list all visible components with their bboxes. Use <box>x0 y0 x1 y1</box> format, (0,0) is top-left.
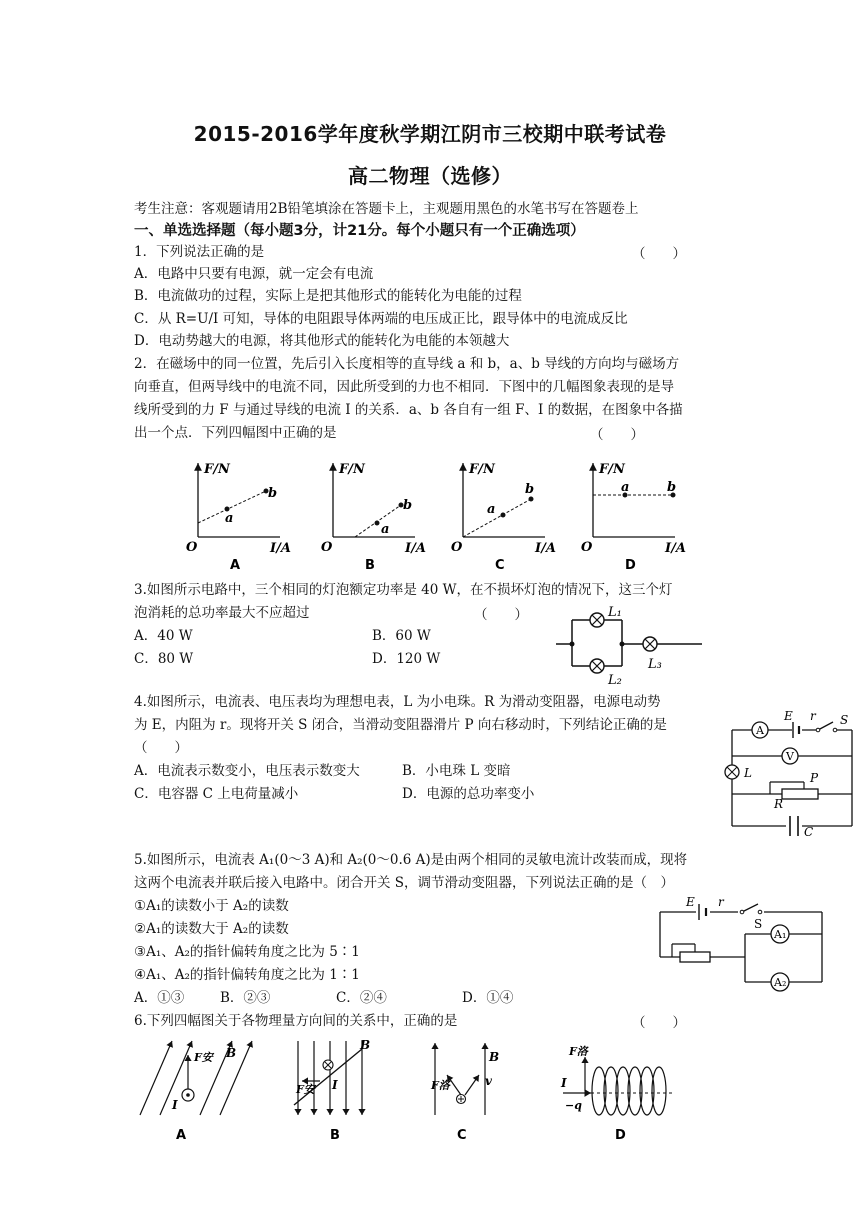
svg-text:b: b <box>268 486 278 501</box>
exam-notice: 考生注意：客观题请用2B铅笔填涂在答题卡上，主观题用黑色的水笔书写在答题卷上 <box>134 201 639 217</box>
q5-statement-4: ④A₁、A₂的指针偏转角度之比为 1∶1 <box>134 967 360 983</box>
q6-answer-bracket: （ ） <box>632 1015 686 1031</box>
figure-c <box>430 1043 499 1143</box>
svg-text:F/N: F/N <box>204 462 230 477</box>
q3-answer-bracket: （ ） <box>474 607 528 623</box>
q4-option-b: B．小电珠 L 变暗 <box>402 763 511 779</box>
rheostat-icon <box>782 789 818 799</box>
svg-text:−q: −q <box>565 1099 582 1112</box>
svg-text:A: A <box>756 724 764 737</box>
q5-circuit <box>650 892 830 994</box>
svg-text:B: B <box>489 1050 500 1064</box>
q5-statement-2: ②A₁的读数大于 A₂的读数 <box>134 921 289 937</box>
svg-text:L₂: L₂ <box>608 673 622 686</box>
svg-text:a: a <box>381 522 390 537</box>
svg-text:S: S <box>840 713 849 727</box>
graph-b <box>321 462 426 573</box>
figure-a <box>140 1041 252 1143</box>
svg-text:S: S <box>754 917 763 931</box>
svg-text:B: B <box>226 1046 237 1060</box>
svg-text:b: b <box>525 482 535 497</box>
q2-line3: 线所受到的力 F 与通过导线的电流 I 的关系．a、b 各自有一组 F、I 的数据，在图象中各描 <box>134 402 683 418</box>
q3-option-a: A．40 W <box>134 628 193 644</box>
svg-text:I/A: I/A <box>405 541 426 556</box>
svg-text:F洛: F洛 <box>569 1045 588 1058</box>
svg-text:F/N: F/N <box>599 462 625 477</box>
graph-d <box>581 462 686 573</box>
svg-text:r: r <box>718 895 724 909</box>
ammeter-icon <box>752 722 768 738</box>
svg-text:I/A: I/A <box>665 541 686 556</box>
q5-statement-1: ①A₁的读数小于 A₂的读数 <box>134 898 289 914</box>
svg-text:A₁: A₁ <box>774 928 787 941</box>
q1-stem: 1．下列说法正确的是 <box>134 244 265 260</box>
svg-text:a: a <box>487 502 496 517</box>
svg-text:C: C <box>804 825 814 839</box>
svg-text:A₂: A₂ <box>774 976 787 989</box>
svg-text:R: R <box>774 797 784 811</box>
svg-text:L₃: L₃ <box>648 657 662 672</box>
q5-line2: 这两个电流表并联后接入电路中。闭合开关 S，调节滑动变阻器，下列说法正确的是（ ） <box>134 875 675 891</box>
q2-graphs <box>170 455 710 575</box>
svg-text:E: E <box>784 709 793 723</box>
q4-line1: 4.如图所示，电流表、电压表均为理想电表，L 为小电珠。R 为滑动变阻器，电源电动势 <box>134 694 661 710</box>
q4-line3: （ ） <box>134 740 188 756</box>
svg-text:I: I <box>332 1078 338 1092</box>
q1-option-a: A．电路中只要有电源，就一定会有电流 <box>134 266 374 282</box>
figure-d <box>560 1045 673 1143</box>
q5-option-b: B．②③ <box>220 990 271 1006</box>
rheostat-icon <box>680 952 710 962</box>
lamp-l2-icon <box>590 659 604 673</box>
q5-option-d: D．①④ <box>462 990 514 1006</box>
lamp-l3-icon <box>643 637 657 651</box>
q1-option-b: B．电流做功的过程，实际上是把其他形式的能转化为电能的过程 <box>134 288 522 304</box>
svg-text:v: v <box>485 1074 492 1088</box>
svg-text:I: I <box>561 1076 567 1090</box>
svg-text:b: b <box>403 498 413 513</box>
svg-text:B: B <box>330 1128 340 1143</box>
svg-text:D: D <box>625 558 636 573</box>
lamp-l1-icon <box>590 613 604 627</box>
svg-text:C: C <box>457 1128 467 1143</box>
q4-option-c: C．电容器 C 上电荷量减小 <box>134 786 299 802</box>
q6-figures <box>130 1035 700 1147</box>
q4-circuit <box>718 708 858 840</box>
q1-option-c: C．从 R=U/I 可知，导体的电阻跟导体两端的电压成正比，跟导体中的电流成反比 <box>134 311 628 327</box>
q5-statement-3: ③A₁、A₂的指针偏转角度之比为 5∶1 <box>134 944 360 960</box>
svg-text:F安: F安 <box>296 1083 315 1096</box>
q3-line2: 泡消耗的总功率最大不应超过 <box>134 605 310 621</box>
svg-text:F洛: F洛 <box>431 1079 450 1092</box>
svg-text:I: I <box>172 1098 178 1112</box>
ammeter-a1-icon <box>771 925 789 943</box>
svg-text:P: P <box>810 771 819 785</box>
ammeter-a2-icon <box>771 973 789 991</box>
lamp-icon <box>725 765 739 779</box>
svg-text:B: B <box>365 558 375 573</box>
q2-line4: 出一个点．下列四幅图中正确的是 <box>134 425 337 441</box>
q1-answer-bracket: （ ） <box>632 246 686 262</box>
svg-text:O: O <box>581 540 593 555</box>
svg-text:I/A: I/A <box>270 541 291 556</box>
q1-option-d: D．电动势越大的电源，将其他形式的能转化为电能的本领越大 <box>134 333 510 349</box>
svg-text:r: r <box>810 709 816 723</box>
q2-line1: 2．在磁场中的同一位置，先后引入长度相等的直导线 a 和 b，a、b 导线的方向均与磁场方 <box>134 356 680 372</box>
svg-text:E: E <box>686 895 695 909</box>
svg-text:D: D <box>615 1128 626 1143</box>
q3-option-b: B．60 W <box>372 628 431 644</box>
svg-text:F/N: F/N <box>469 462 495 477</box>
q4-option-d: D．电源的总功率变小 <box>402 786 535 802</box>
q2-line2: 向垂直，但两导线中的电流不同，因此所受到的力也不相同．下图中的几幅图象表现的是导 <box>134 379 674 395</box>
q3-option-c: C．80 W <box>134 651 194 667</box>
svg-text:O: O <box>321 540 333 555</box>
q5-option-c: C．②④ <box>336 990 387 1006</box>
svg-text:b: b <box>667 480 677 495</box>
figure-b <box>294 1038 370 1143</box>
voltmeter-icon <box>782 748 798 764</box>
svg-text:B: B <box>360 1038 371 1052</box>
svg-text:A: A <box>176 1128 187 1143</box>
q4-line2: 为 E，内阻为 r。现将开关 S 闭合，当滑动变阻器滑片 P 向右移动时，下列结论正确的是 <box>134 717 667 733</box>
q4-option-a: A．电流表示数变小，电压表示数变大 <box>134 763 360 779</box>
section-heading: 一、单选选择题（每小题3分，计21分。每个小题只有一个正确选项） <box>134 223 585 239</box>
svg-text:I/A: I/A <box>535 541 556 556</box>
svg-text:A: A <box>230 558 241 573</box>
graph-c <box>451 462 556 573</box>
q2-answer-bracket: （ ） <box>590 427 644 443</box>
page-title: 2015-2016学年度秋学期江阴市三校期中联考试卷 <box>193 122 667 146</box>
svg-text:O: O <box>451 540 463 555</box>
q3-circuit <box>552 602 712 686</box>
page-subtitle: 高二物理（选修） <box>348 164 512 188</box>
q5-line1: 5.如图所示，电流表 A₁(0～3 A)和 A₂(0～0.6 A)是由两个相同的灵敏电流计改装而成，现将 <box>134 852 688 868</box>
svg-text:V: V <box>786 750 794 763</box>
svg-text:L: L <box>744 766 752 780</box>
svg-text:C: C <box>495 558 505 573</box>
svg-text:F安: F安 <box>194 1051 213 1064</box>
svg-text:L₁: L₁ <box>608 605 622 620</box>
svg-text:a: a <box>225 511 234 526</box>
q5-option-a: A．①③ <box>134 990 185 1006</box>
q6-stem: 6.下列四幅图关于各物理量方向间的关系中，正确的是 <box>134 1013 458 1029</box>
q3-option-d: D．120 W <box>372 651 441 667</box>
svg-text:a: a <box>621 480 630 495</box>
svg-text:F/N: F/N <box>339 462 365 477</box>
svg-text:O: O <box>186 540 198 555</box>
q3-line1: 3.如图所示电路中，三个相同的灯泡额定功率是 40 W，在不损坏灯泡的情况下，这三个灯 <box>134 582 673 598</box>
graph-a <box>186 462 291 573</box>
